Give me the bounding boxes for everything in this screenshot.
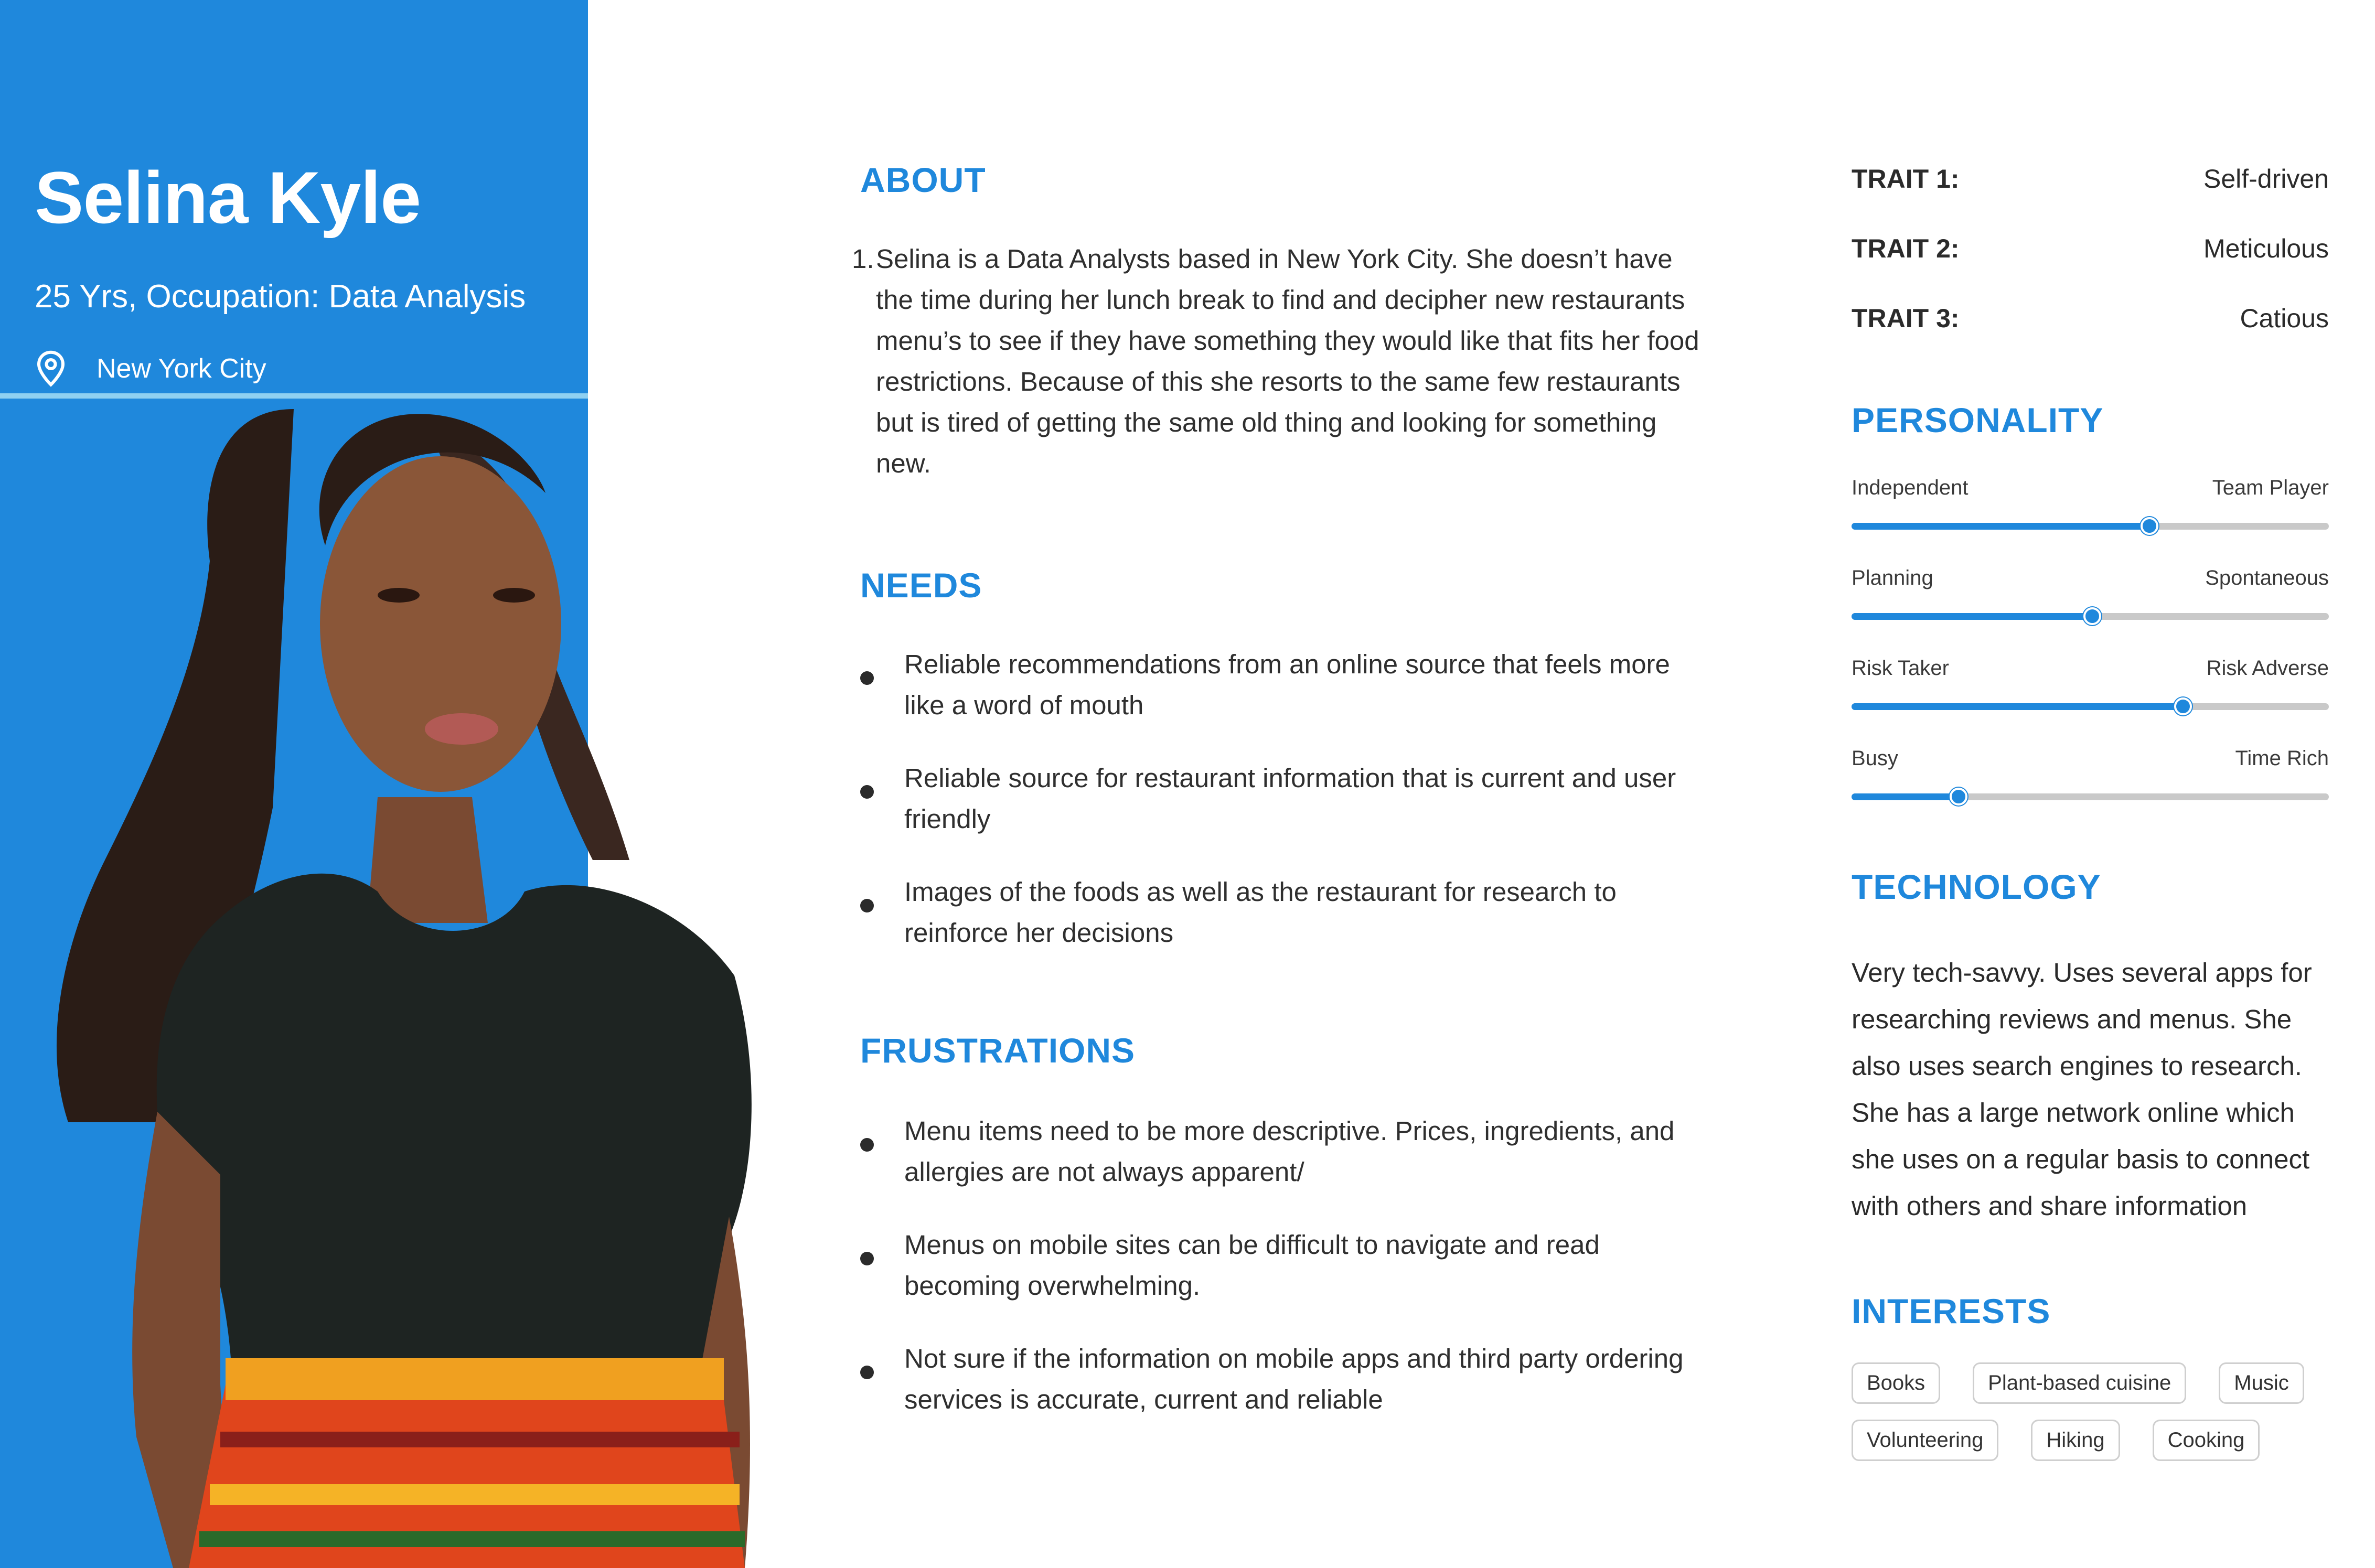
technology-title: TECHNOLOGY [1852, 867, 2101, 906]
trait-value: Self-driven [2203, 164, 2329, 194]
trait-row [1852, 164, 2329, 194]
interest-tag: Plant-based cuisine [1973, 1362, 2186, 1404]
interests-title: INTERESTS [1852, 1292, 2051, 1330]
about-list-number: 1. [852, 244, 874, 274]
list-item [860, 1225, 1699, 1338]
tag-row [1852, 1420, 2345, 1461]
bullet-icon [860, 785, 874, 799]
technology-text: Very tech-savvy. Uses several apps for researching reviews and menus. She also uses search engines to research. She has a large network online which she uses on a regular basis to connect with others and share information [1852, 958, 2312, 1221]
slider-labels [1852, 747, 2329, 770]
frustration-text: Menu items need to be more descriptive. Prices, ingredients, and allergies are not always apparent/ [904, 1116, 1675, 1187]
trait-label: TRAIT 2: [1852, 234, 1960, 263]
slider-handle[interactable] [2174, 697, 2192, 715]
trait-label: TRAIT 3: [1852, 304, 1960, 333]
interest-tag: Music [2219, 1362, 2304, 1404]
slider-labels [1852, 476, 2329, 500]
slider-right-label: Risk Adverse [2206, 657, 2329, 680]
interest-tag: Volunteering [1852, 1420, 1998, 1461]
personality-slider[interactable] [1852, 613, 2329, 620]
about-text: Selina is a Data Analysts based in New York City. She doesn’t have the time during her lunch break to find and decipher new restaurants menu’s to see if they have something they would like that fits her food restrictions. Because of this she resorts to the same few restaurants but is tired of getting the same old thing and looking for something new. [876, 244, 1699, 478]
slider-right-label: Time Rich [2235, 747, 2329, 770]
frustration-text: Menus on mobile sites can be difficult to navigate and read becoming overwhelming. [904, 1230, 1600, 1301]
about-paragraph [852, 239, 1699, 484]
slider-fill [1852, 703, 2181, 710]
need-text: Images of the foods as well as the restaurant for research to reinforce her decisions [904, 877, 1617, 948]
trait-value: Catious [2240, 304, 2329, 333]
persona-photo [0, 388, 787, 1568]
personality-slider[interactable] [1852, 793, 2329, 800]
about-title: ABOUT [860, 160, 986, 199]
persona-name: Selina Kyle [35, 156, 421, 239]
slider-labels [1852, 566, 2329, 590]
list-item [860, 758, 1699, 872]
interest-tag: Cooking [2153, 1420, 2260, 1461]
persona-subtitle: 25 Yrs, Occupation: Data Analysis [35, 278, 526, 315]
bullet-icon [860, 899, 874, 912]
need-text: Reliable source for restaurant information that is current and user friendly [904, 763, 1676, 834]
slider-handle[interactable] [2083, 607, 2101, 625]
slider-fill [1852, 523, 2147, 530]
list-item [860, 1338, 1699, 1452]
bullet-icon [860, 1366, 874, 1379]
interest-tag: Hiking [2031, 1420, 2120, 1461]
slider-left-label: Busy [1852, 747, 1898, 770]
bullet-icon [860, 671, 874, 685]
map-pin-icon [35, 350, 67, 387]
frustrations-list [860, 1111, 1699, 1452]
needs-title: NEEDS [860, 566, 982, 605]
slider-right-label: Spontaneous [2205, 566, 2329, 589]
trait-label: TRAIT 1: [1852, 164, 1960, 194]
frustrations-title: FRUSTRATIONS [860, 1031, 1136, 1070]
need-text: Reliable recommendations from an online source that feels more like a word of mouth [904, 649, 1670, 720]
slider-fill [1852, 613, 2090, 620]
slider-handle[interactable] [2141, 517, 2158, 535]
list-item [860, 1111, 1699, 1225]
slider-fill [1852, 793, 1956, 800]
needs-list [860, 644, 1699, 985]
list-item [860, 872, 1699, 985]
frustration-text: Not sure if the information on mobile apps and third party ordering services is accurate, current and reliable [904, 1344, 1684, 1414]
persona-location [35, 350, 266, 387]
list-item [860, 644, 1699, 758]
slider-right-label: Team Player [2212, 476, 2329, 499]
trait-row [1852, 233, 2329, 264]
slider-labels [1852, 657, 2329, 680]
slider-left-label: Independent [1852, 476, 1969, 499]
trait-value: Meticulous [2203, 234, 2329, 263]
slider-left-label: Risk Taker [1852, 657, 1949, 680]
personality-slider[interactable] [1852, 703, 2329, 710]
interest-tags [1852, 1362, 2345, 1477]
trait-row [1852, 303, 2329, 334]
interest-tag: Books [1852, 1362, 1940, 1404]
slider-handle[interactable] [1950, 788, 1967, 806]
slider-left-label: Planning [1852, 566, 1933, 589]
personality-title: PERSONALITY [1852, 401, 2104, 439]
bullet-icon [860, 1138, 874, 1152]
tag-row [1852, 1362, 2345, 1404]
location-label: New York City [97, 353, 266, 384]
personality-slider[interactable] [1852, 523, 2329, 530]
bullet-icon [860, 1252, 874, 1265]
